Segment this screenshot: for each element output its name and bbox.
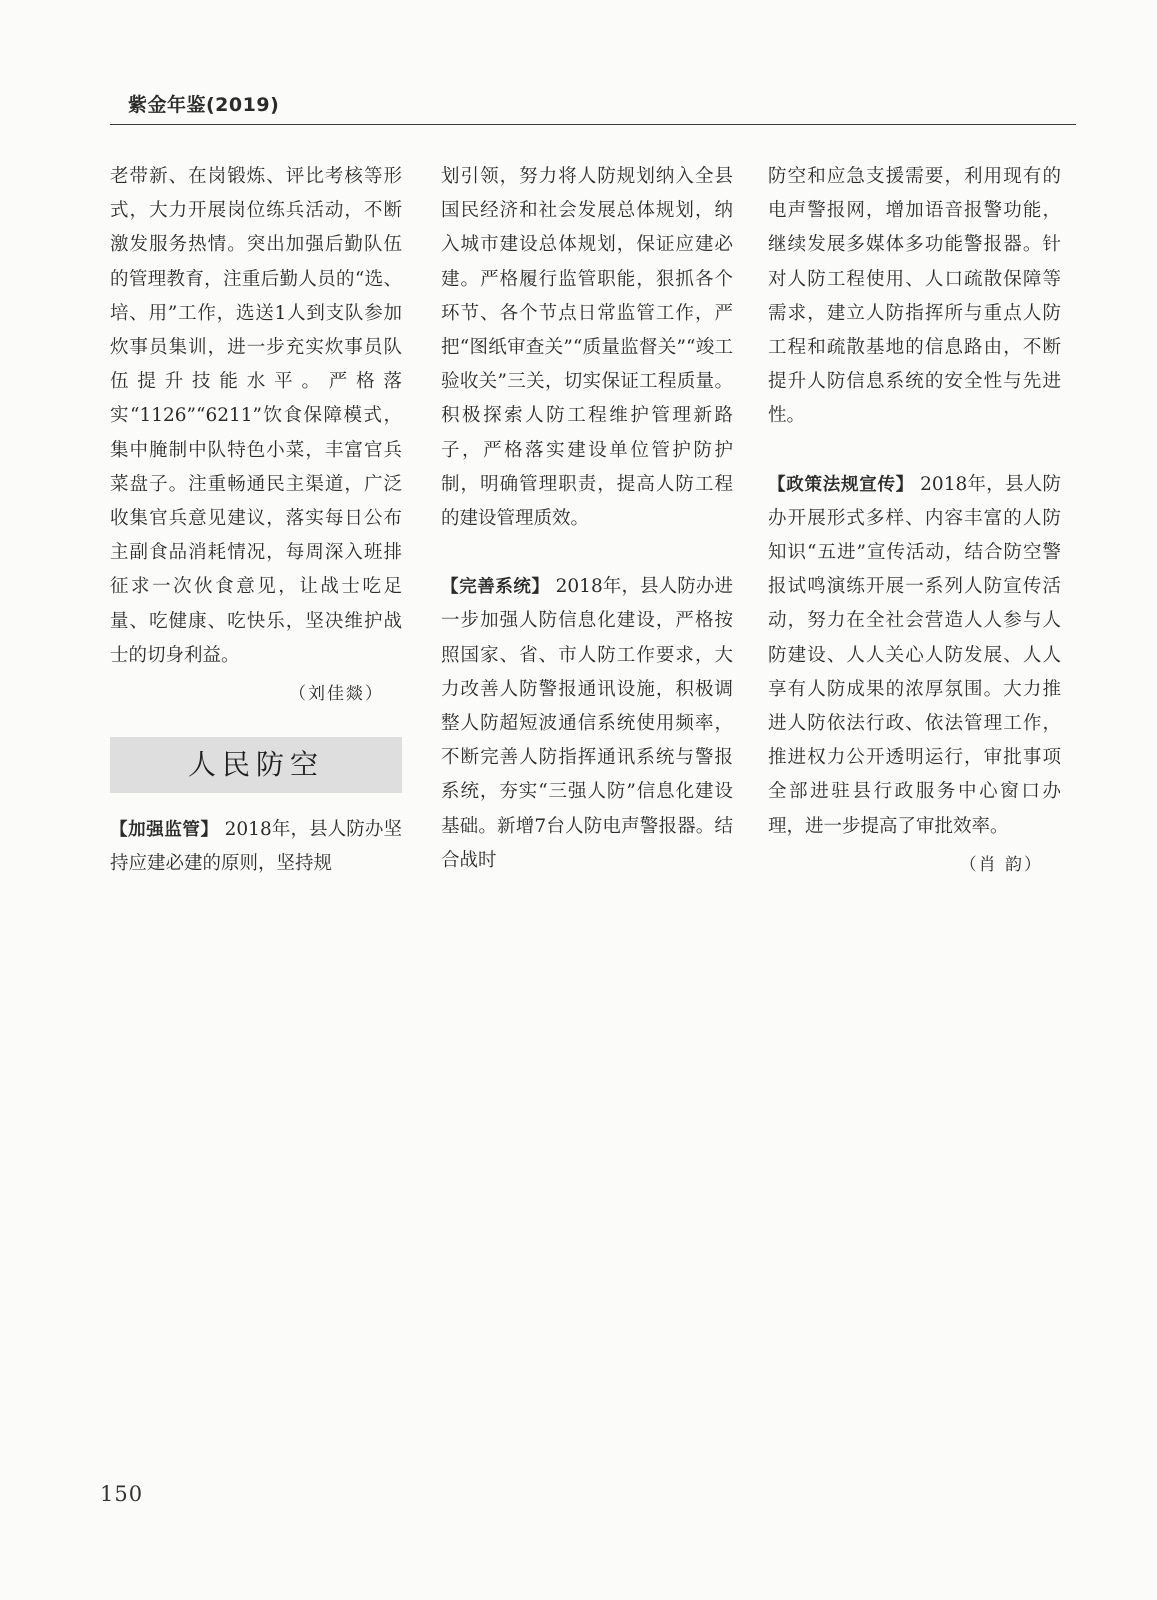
column2-paragraph: 划引领，努力将人防规划纳入全县国民经济和社会发展总体规划，纳入城市建设总体规划，保证应建必建。严格履行监管职能，狠抓各个环节、各个节点日常监管工作，严把“图纸审查关”“质量监督关”“竣工验收关”三关，切实保证工程质量。积极探索人防工程维护管理新路子，严格落实建设单位管护防护制，明确管理职责，提高人防工程的建设管理质效。 [441,166,733,530]
column1-lead-heading: 【加强监管】 [110,820,219,841]
column3-paragraph: 防空和应急支援需要，利用现有的电声警报网，增加语音报警功能，继续发展多媒体多功能警报器。针对人防工程使用、人口疏散保障等需求，建立人防指挥所与重点人防工程和疏散基地的信息路由，不断提升人防信息系统的安全性与先进性。 [768,166,1061,427]
header-rule [110,124,1076,125]
column3-section-paragraph [768,468,1061,844]
column1-signature: （刘佳燚） [289,684,384,705]
column1-paragraph: 老带新、在岗锻炼、评比考核等形式，大力开展岗位练兵活动，不断激发服务热情。突出加强后勤队伍的管理教育，注重后勤人员的“选、培、用”工作，选送1人到支队参加炊事员集训，进一步充实炊事员队伍提升技能水平。严格落实“1126”“6211”饮食保障模式，集中腌制中队特色小菜，丰富官兵菜盘子。注重畅通民主渠道，广泛收集官兵意见建议，落实每日公布主副食品消耗情况，每周深入班排征求一次伙食意见，让战士吃足量、吃健康、吃快乐，坚决维护战士的切身利益。 [110,166,402,666]
page-number: 150 [100,1482,144,1506]
column2-section-paragraph [441,570,733,878]
paragraph-gap [441,536,733,570]
section-banner: 人民防空 [110,737,402,793]
column3-lead-heading: 【政策法规宣传】 [768,474,915,495]
column1-section-paragraph [110,813,402,881]
text-column-2 [441,160,733,878]
column2-lead-text: 2018年，县人防办进一步加强人防信息化建设，严格按照国家、省、市人防工作要求，大力改善人防警报通讯设施，积极调整人防超短波通信系统使用频率，不断完善人防指挥通讯系统与警报系统，夯实“三强人防”信息化建设基础。新增7台人防电声警报器。结合战时 [441,576,733,871]
column3-lead-text: 2018年，县人防办开展形式多样、内容丰富的人防知识“五进”宣传活动，结合防空警报试鸣演练开展一系列人防宣传活动，努力在全社会营造人人参与人防建设、人人关心人防发展、人人享有人防成果的浓厚氛围。大力推进人防依法行政、依法管理工作，推进权力公开透明运行，审批事项全部进驻县行政服务中心窗口办理，进一步提高了审批效率。 [768,473,1062,837]
text-column-3 [768,160,1061,882]
paragraph-gap [768,434,1061,468]
column1-lead-text: 2018年，县人防办坚持应建必建的原则，坚持规 [110,819,402,875]
text-column-1 [110,160,402,882]
column3-signature: （肖 韵） [959,854,1043,875]
column2-lead-heading: 【完善系统】 [441,577,550,598]
running-header-title: 紫金年鉴(2019) [128,94,280,116]
